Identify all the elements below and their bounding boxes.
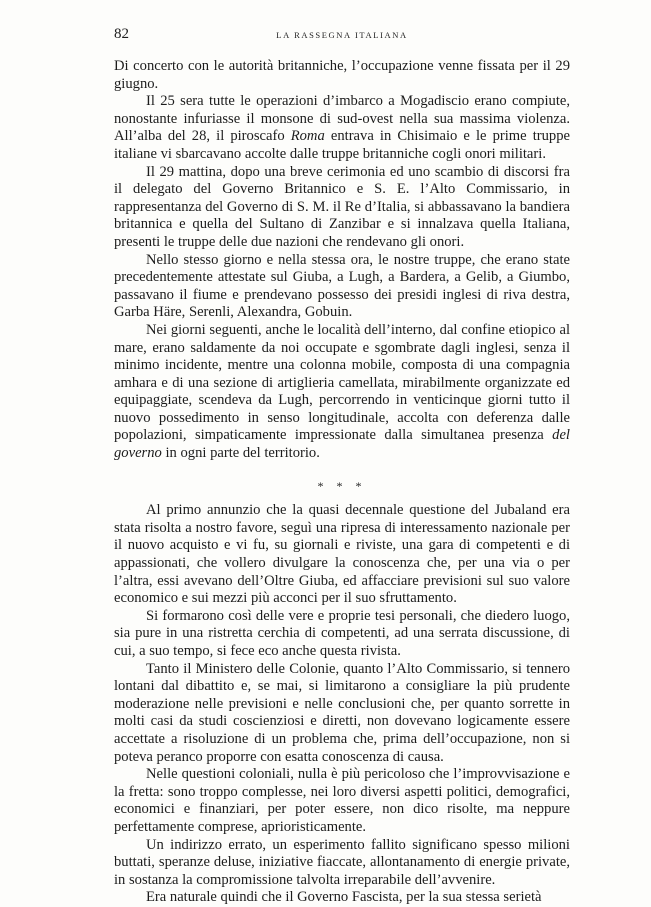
paragraph: Nei giorni seguenti, anche le località dell’interno, dal confine etiopico al mare, erano saldamente da noi occupate e sgombrate dagli inglesi, senza il minimo incidente, mentre una colonna mobile, composta di una compagnia amhara e di una sezione di artiglieria camellata, mirabilmente organizzate ed equipaggiate, scendeva da Lugh, percorrendo in venticinque giorni tutto il nuovo possedimento in senso longitudinale, accolta con deferenza dalle popolazioni, simpaticamente impressionate dalla simultanea presenza del governo in ogni parte del territorio. (114, 321, 570, 462)
paragraph: Di concerto con le autorità britanniche, l’occupazione venne fissata per il 29 giugno. (114, 58, 570, 92)
emphasis: del governo (114, 427, 570, 462)
paragraph: Un indirizzo errato, un esperimento fallito significano spesso milioni buttati, speranze deluse, iniziative fiaccate, allontanamento di energie private, in sostanza la compromissione talvolta irreparabile dell’avvenire. (114, 836, 570, 888)
paragraph: Il 25 sera tutte le operazioni d’imbarco a Mogadiscio erano compiute, nonostante infuriasse il monsone di sud-ovest nella sua massima violenza. All’alba del 28, il piroscafo Roma entrava in Chisimaio e le prime truppe italiane vi sbarcavano accolte dalle truppe britanniche cogli onori militari. (114, 93, 570, 162)
paragraph: Nello stesso giorno e nella stessa ora, le nostre truppe, che erano state precedentemente attestate sul Giuba, a Lugh, a Bardera, a Gelib, a Giumbo, passavano il fiume e prendevano possesso dei presidi inglesi di riva destra, Garba Häre, Serenli, Alexandra, Gobuin. (114, 251, 570, 321)
ship-name: Roma (290, 128, 325, 145)
page-header (114, 26, 570, 44)
paragraph: Nelle questioni coloniali, nulla è più pericoloso che l’improvvisazione e la fretta: sono troppo complesse, nei loro diversi aspetti politici, demografici, economici e finanziari, per poter essere, non dico risolte, ma neppure perfettamente comprese, aprioristicamente. (114, 766, 570, 835)
running-title: LA RASSEGNA ITALIANA (276, 30, 408, 40)
paragraph: Si formarono così delle vere e proprie tesi personali, che diedero luogo, sia pure in una ristretta cerchia di competenti, ad una serrata discussione, di cui, a suo tempo, si fece eco anche questa rivista. (114, 607, 570, 659)
paragraph: Era naturale quindi che il Governo Fascista, per la sua stessa serietà (146, 889, 542, 906)
body-text (114, 58, 570, 907)
page-number: 82 (114, 26, 129, 42)
paragraph: Il 29 mattina, dopo una breve cerimonia ed uno scambio di discorsi fra il delegato del Governo Britannico e S. E. l’Alto Commissario, in rappresentanza del Governo di S. M. il Re d’Italia, si abbassavano la bandiera britannica e quella del Sultano di Zanzibar e si innalzava quella Italiana, presenti le truppe delle due nazioni che rendevano gli onori. (114, 163, 570, 250)
paragraph: Tanto il Ministero delle Colonie, quanto l’Alto Commissario, si tennero lontani dal dibattito e, se mai, si limitarono a consigliare la più prudente moderazione nelle previsioni e nelle conclusioni che, per quanto sorrette in molti casi da studi coscienziosi e diretti, non dovevano logicamente essere accettate a risoluzione di un problema che, prima dell’occupazione, non si poteva peranco proporre con esatta conoscenza di causa. (114, 660, 570, 765)
section-separator: * * * (317, 478, 367, 493)
paragraph: Al primo annunzio che la quasi decennale questione del Jubaland era stata risolta a nostro favore, seguì una ripresa di interessamento nazionale per il nuovo acquisto e vi fu, su giornali e riviste, una gara di competenti e di appassionati, che vollero divulgare la conoscenza che, per una via o per l’altra, essi avevano dell’Oltre Giuba, ed affacciare previsioni sul suo valore economico e sui mezzi più acconci per il suo sfruttamento. (114, 502, 570, 607)
